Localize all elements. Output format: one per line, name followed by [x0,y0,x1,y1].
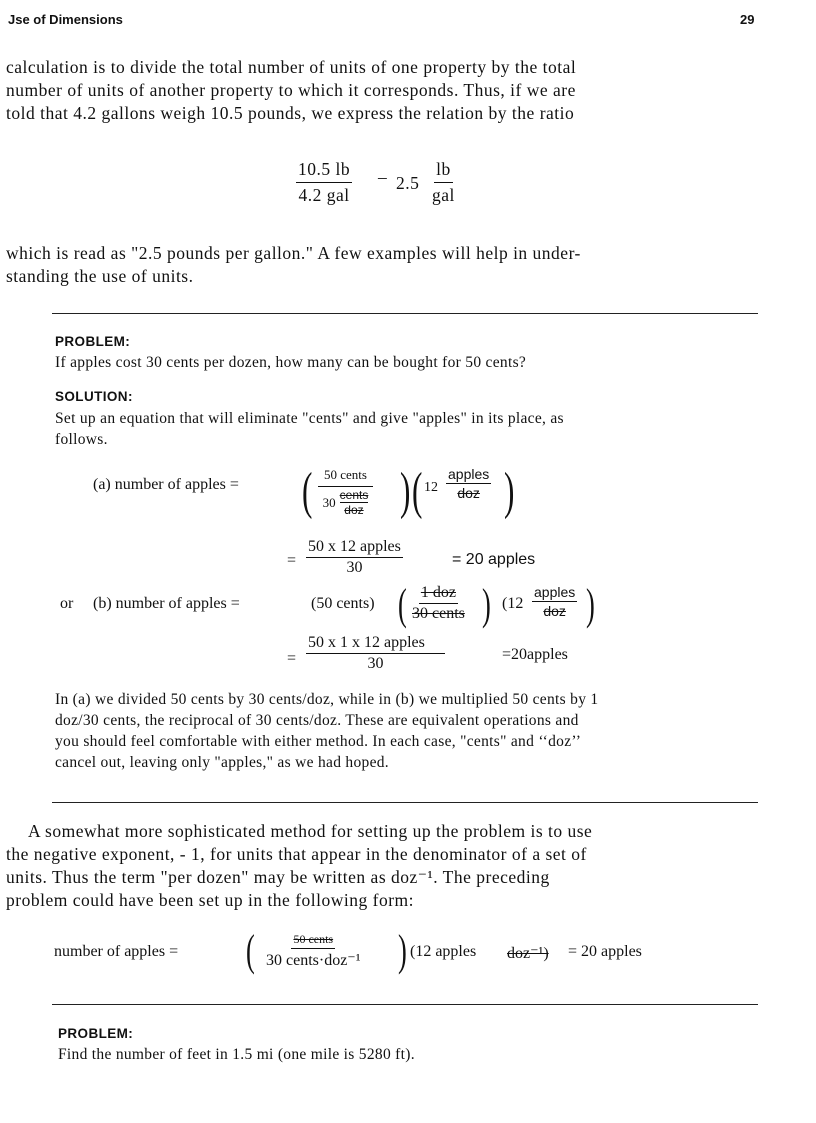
page-number: 29 [740,12,755,27]
eq-a-numerator [318,466,373,487]
eq-a-mult-unit-num: apples [448,466,490,482]
paren-open: ( [302,463,313,520]
text-line: follows. [55,431,108,448]
problem-text: If apples cost 30 cents per dozen, how many can be bought for 50 cents? [55,354,527,371]
eq-b-unit-den: doz [543,603,566,619]
method-eq-den: 30 cents·doz⁻¹ [266,952,361,969]
eq-a-denominator [321,487,371,517]
eq-a-mult-unit [446,466,491,501]
eq-a-step-equals: = [287,552,297,569]
method-eq-result: = 20 apples [568,943,642,960]
paren-open: ( [412,463,423,520]
eq-b-step-equals: = [287,650,297,667]
problem-text: Find the number of feet in 1.5 mi (one mile is 5280 ft). [58,1046,415,1063]
eq-b-lhs: (b) number of apples = [93,595,240,612]
eq-a-den-unit-den: doz [344,503,364,517]
text-line: cancel out, leaving only "apples," as we had hoped. [55,754,389,771]
paren-close: ) [398,926,407,975]
eq-b-first-term: (50 cents) [311,595,375,612]
method-eq-lhs: number of apples = [54,943,179,960]
ratio-fraction [296,158,352,207]
eq-a-mult-unit-den: doz [457,485,480,501]
after-ratio-paragraph [6,242,806,288]
problem-label: PROBLEM: [58,1026,134,1041]
paren-close: ) [586,580,595,629]
eq-a-mult-coef: 12 [424,480,438,495]
eq-b-unit-num: apples [534,584,576,600]
eq-b-step-fraction [306,634,445,673]
eq-a-step-num: 50 x 12 apples [306,538,403,558]
paren-open: ( [398,580,407,629]
explanation-paragraph [55,689,775,773]
problem-label: PROBLEM: [55,334,131,349]
text-line: Set up an equation that will eliminate "cents" and give "apples" in its place, as [55,410,564,427]
ratio-numerator: 10.5 lb [296,158,352,183]
paren-close: ) [400,463,411,520]
eq-b-step-num: 50 x 1 x 12 apples [306,634,445,654]
text-line: In (a) we divided 50 cents by 30 cents/doz, while in (b) we multiplied 50 cents by 1 [55,691,599,708]
eq-b-frac-num: 1 doz [419,584,458,604]
ratio-unit-num: lb [434,158,453,183]
eq-b-step-den: 30 [367,655,384,672]
eq-b-unit [532,584,577,619]
paren-close: ) [482,580,491,629]
eq-a-main-fraction [318,466,373,517]
eq-b-fraction [410,584,467,623]
text-line: units. Thus the term "per dozen" may be written as doz⁻¹. The preceding [6,867,550,887]
text-line: problem could have been set up in the following form: [6,890,415,910]
eq-a-step-fraction [306,538,403,577]
eq-a-den-coef: 30 [322,494,336,510]
text-line: doz/30 cents, the reciprocal of 30 cents/doz. These are equivalent operations and [55,712,579,729]
text-line: standing the use of units. [6,266,194,286]
section-divider [52,1004,758,1005]
ratio-unit-fraction [430,158,457,207]
eq-a-den-unit-num: cents [339,488,369,502]
eq-a-result: = 20 apples [452,551,536,568]
text-line: number of units of another property to which it corresponds. Thus, if we are [6,80,576,100]
method-eq-mult: (12 apples [410,943,477,960]
eq-b-result: =20apples [502,646,568,663]
ratio-denominator: 4.2 gal [298,185,350,205]
paren-open: ( [246,926,255,975]
eq-a-lhs: (a) number of apples = [93,476,239,493]
text-line: you should feel comfortable with either method. In each case, "cents" and ‘‘doz’’ [55,733,582,750]
method-eq-mult-unit: doz⁻¹) [507,945,549,962]
text-line: which is read as "2.5 pounds per gallon." A few examples will help in under- [6,243,581,263]
text-line: A somewhat more sophisticated method for setting up the problem is to use [28,821,593,841]
paren-close: ) [504,463,515,520]
text-line: the negative exponent, - 1, for units that appear in the denominator of a set of [6,844,587,864]
eq-a-num-text: 50 cents [324,467,367,482]
eq-a-step-den: 30 [346,559,363,576]
running-header: Jse of Dimensions [8,12,123,27]
solution-label: SOLUTION: [55,389,133,404]
eq-b-coef: (12 [502,595,524,612]
solution-text [55,408,765,450]
eq-a-den-units [340,488,369,517]
ratio-unit-den: gal [432,185,455,205]
section-divider [52,313,758,314]
method-eq-fraction [264,932,363,970]
method-paragraph [6,820,806,912]
ratio-operator: – [378,167,388,187]
method-eq-num: 50 cents [291,932,335,949]
eq-b-frac-den: 30 cents [412,605,465,622]
text-line: told that 4.2 gallons weigh 10.5 pounds, we express the relation by the ratio [6,103,575,123]
eq-b-prefix: or [60,595,74,612]
text-line: calculation is to divide the total number of units of one property by the total [6,57,577,77]
ratio-value: 2.5 [396,173,420,193]
section-divider [52,802,758,803]
intro-paragraph [6,56,806,125]
